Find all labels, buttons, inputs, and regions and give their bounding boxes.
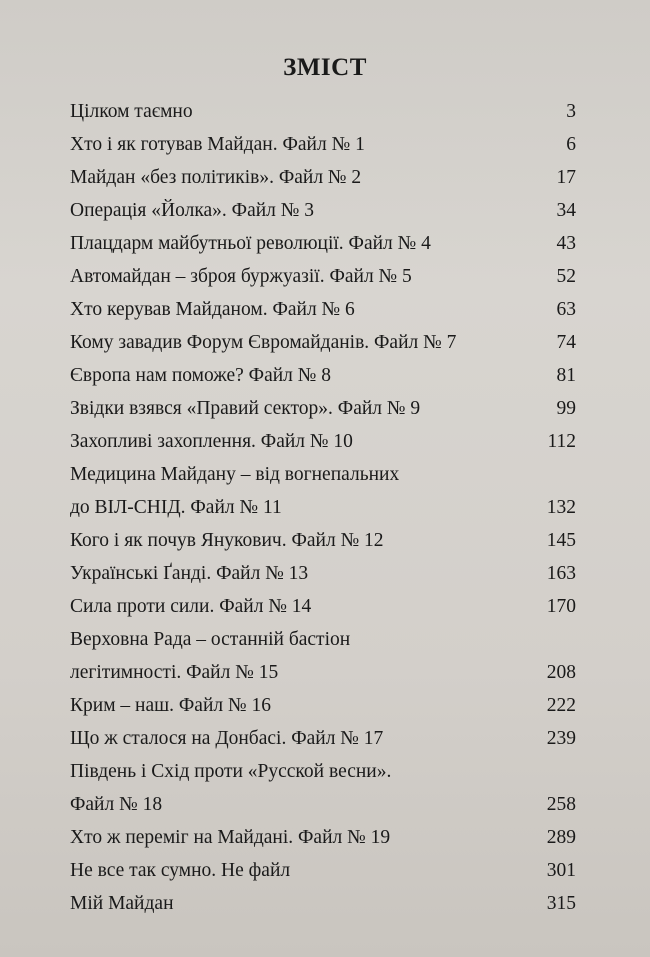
toc-page-number: 17	[556, 167, 576, 188]
dot-leader	[333, 359, 554, 379]
toc-page-number: 163	[546, 563, 576, 584]
toc-entry-title: Автомайдан – зброя буржуазії. Файл № 5	[70, 266, 412, 287]
toc-entry-title: Файл № 18	[70, 794, 163, 815]
dot-leader	[355, 425, 546, 445]
toc-page-number: 289	[546, 827, 576, 848]
table-of-contents	[70, 95, 576, 920]
toc-entry-title: Кому завадив Форум Євромайданів. Файл № 7	[70, 332, 457, 353]
toc-entry-title: Хто керував Майданом. Файл № 6	[70, 299, 355, 320]
toc-entry-title: Мій Майдан	[70, 893, 174, 914]
page-title: ЗМІСТ	[283, 54, 367, 81]
toc-page-number: 52	[556, 266, 576, 287]
toc-entry-title: Звідки взявся «Правий сектор». Файл № 9	[70, 398, 421, 419]
toc-page-number: 222	[546, 695, 576, 716]
toc-entry	[70, 194, 576, 227]
toc-entry	[70, 689, 576, 722]
toc-entry-title: Плацдарм майбутньої революції. Файл № 4	[70, 233, 431, 254]
toc-entry	[70, 491, 576, 524]
toc-entry-title: до ВІЛ-СНІД. Файл № 11	[70, 497, 282, 518]
toc-entry	[70, 425, 576, 458]
dot-leader	[458, 326, 554, 346]
toc-entry	[70, 293, 576, 326]
toc-entry-title: Кого і як почув Янукович. Файл № 12	[70, 530, 384, 551]
toc-page-number: 258	[546, 794, 576, 815]
toc-entry	[70, 656, 576, 689]
toc-page-number: 132	[546, 497, 576, 518]
toc-entry	[70, 557, 576, 590]
toc-entry	[70, 821, 576, 854]
toc-entry	[70, 887, 576, 920]
toc-page-number: 112	[547, 431, 576, 452]
toc-entry	[70, 359, 576, 392]
toc-page-number: 208	[546, 662, 576, 683]
toc-page-number: 81	[556, 365, 576, 386]
dot-leader	[310, 557, 545, 577]
dot-leader	[284, 491, 545, 511]
dot-leader	[273, 689, 545, 709]
dot-leader	[316, 194, 555, 214]
toc-entry-title: Майдан «без політиків». Файл № 2	[70, 167, 362, 188]
dot-leader	[195, 95, 565, 115]
toc-page-number: 3	[566, 101, 576, 122]
dot-leader	[422, 392, 554, 412]
toc-entry	[70, 854, 576, 887]
dot-leader	[357, 293, 555, 313]
dot-leader	[313, 590, 544, 610]
toc-page-number: 239	[546, 728, 576, 749]
dot-leader	[385, 722, 544, 742]
toc-entry-title: Європа нам поможе? Файл № 8	[70, 365, 332, 386]
toc-entry	[70, 227, 576, 260]
toc-entry-title: Хто і як готував Майдан. Файл № 1	[70, 134, 365, 155]
dot-leader	[176, 887, 545, 907]
toc-entry-title: Операція «Йолка». Файл № 3	[70, 200, 314, 221]
dot-leader	[292, 854, 545, 874]
toc-entry-title: Що ж сталося на Донбасі. Файл № 17	[70, 728, 384, 749]
toc-entry-title: Захопливі захоплення. Файл № 10	[70, 431, 353, 452]
toc-page-number: 34	[556, 200, 576, 221]
toc-entry-title: легітимності. Файл № 15	[70, 662, 279, 683]
toc-page-number: 145	[546, 530, 576, 551]
toc-entry-first-line: Верховна Рада – останній бастіон	[70, 629, 351, 650]
toc-page-number: 315	[546, 893, 576, 914]
toc-entry-title: Українські Ґанді. Файл № 13	[70, 563, 309, 584]
dot-leader	[433, 227, 555, 247]
toc-page-number: 99	[556, 398, 576, 419]
dot-leader	[414, 260, 555, 280]
toc-page-number: 170	[546, 596, 576, 617]
toc-entry	[70, 260, 576, 293]
dot-leader	[363, 161, 554, 181]
toc-entry-title: Крим – наш. Файл № 16	[70, 695, 271, 716]
dot-leader	[367, 128, 564, 148]
toc-entry	[70, 326, 576, 359]
toc-entry	[70, 161, 576, 194]
toc-entry	[70, 590, 576, 623]
dot-leader	[164, 788, 545, 808]
toc-page-number: 301	[546, 860, 576, 881]
dot-leader	[280, 656, 545, 676]
toc-page-number: 6	[566, 134, 576, 155]
toc-entry	[70, 524, 576, 557]
toc-entry	[70, 722, 576, 755]
toc-page-number: 74	[556, 332, 576, 353]
toc-entry-title: Хто ж переміг на Майдані. Файл № 19	[70, 827, 391, 848]
toc-page-number: 63	[556, 299, 576, 320]
toc-entry	[70, 95, 576, 128]
dot-leader	[392, 821, 545, 841]
toc-entry	[70, 788, 576, 821]
toc-entry	[70, 128, 576, 161]
toc-entry-title: Сила проти сили. Файл № 14	[70, 596, 312, 617]
toc-page-number: 43	[556, 233, 576, 254]
toc-entry-title: Цілком таємно	[70, 101, 193, 122]
toc-entry-first-line: Медицина Майдану – від вогнепальних	[70, 464, 400, 485]
toc-entry-title: Не все так сумно. Не файл	[70, 860, 291, 881]
toc-entry-first-line: Південь і Схід проти «Русской весни».	[70, 761, 392, 782]
dot-leader	[386, 524, 545, 544]
toc-entry	[70, 392, 576, 425]
